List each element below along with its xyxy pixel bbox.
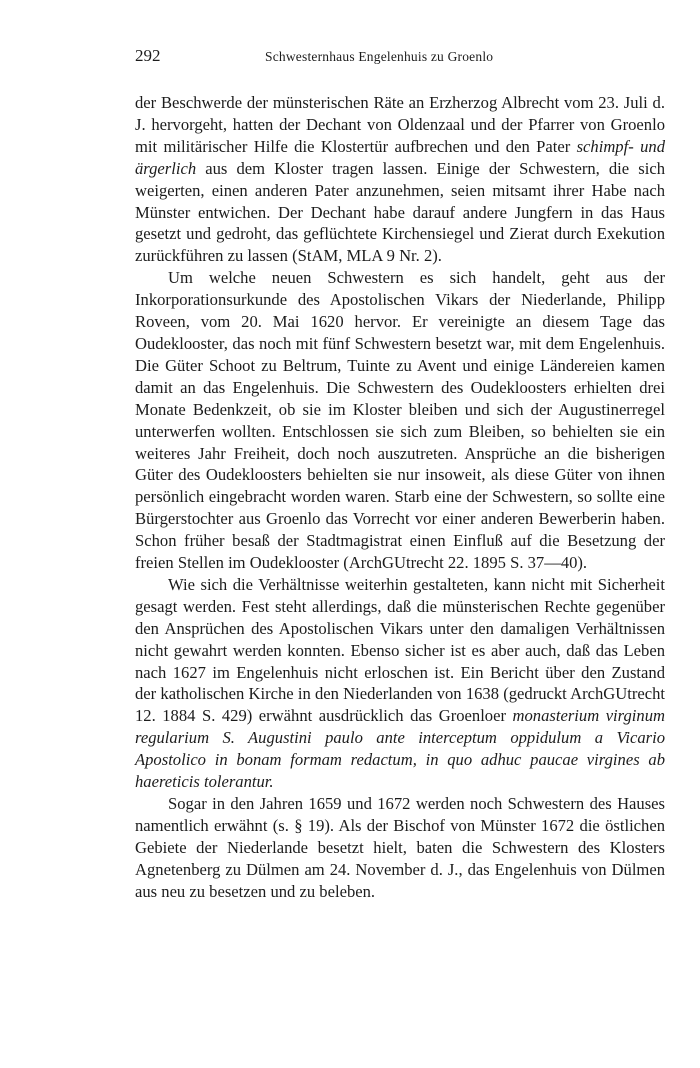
text-segment: Wie sich die Verhältnisse weiterhin gestalteten, kann nicht mit Sicherheit gesagt werden. Fest steht allerdings, daß die münsterischen Rechte gegenüber den Ansprüchen des Apostolischen Vikars unter den damaligen Verhältnissen nicht gewahrt werden konnten. Ebenso sicher ist es aber auch, daß das Leben nach 1627 im Engelenhuis nicht erloschen ist. Ein Bericht über den Zustand der katholischen Kirche in den Niederlanden von 1638 (gedruckt ArchGUtrecht 12. 1884 S. 429) erwähnt ausdrücklich das Groenloer: [135, 574, 665, 726]
running-title: Schwesternhaus Engelenhuis zu Groenlo: [265, 49, 494, 64]
paragraph: [135, 574, 665, 793]
page-number: 292: [135, 46, 161, 65]
running-head: [135, 46, 665, 70]
text-segment: Sogar in den Jahren 1659 und 1672 werden noch Schwestern des Hauses namentlich erwähnt (s. § 19). Als der Bischof von Münster 1672 die östlichen Gebiete der Niederlande besetzt hielt, baten die Schwestern des Klosters Agnetenberg zu Dülmen am 24. November d. J., das Engelenhuis von Dülmen aus neu zu besetzen und zu beleben.: [135, 794, 665, 901]
italic-text-segment: monasterium virginum regularium S. Augustini paulo ante interceptum oppidulum a Vicario Apostolico in bonam formam redactum, in quo adhuc paucae virgines ab haereticis tolerantur.: [135, 706, 665, 792]
paragraph: [135, 793, 665, 903]
text-segment: der Beschwerde der münsterischen Räte an Erzherzog Albrecht vom 23. Juli d. J. hervorgeht, hatten der Dechant von Oldenzaal und der Pfarrer von Groenlo mit militärischer Hilfe die Klostertür aufbrechen und den Pater: [135, 93, 665, 156]
italic-text-segment: schimpf- und ärgerlich: [135, 136, 665, 178]
paragraph: [135, 267, 665, 574]
body-text: [135, 92, 665, 903]
text-segment: aus dem Kloster tragen lassen. Einige der Schwestern, die sich weigerten, einen anderen Pater anzunehmen, seien mitsamt ihrer Habe nach Münster entwichen. Der Dechant habe darauf andere Jungfern in das Haus gesetzt und gedroht, das geflüchtete Kirchensiegel und Zierat durch Exekution zurückführen zu lassen (StAM, MLA 9 Nr. 2).: [135, 158, 665, 266]
text-segment: Um welche neuen Schwestern es sich handelt, geht aus der Inkorporationsurkunde des Apostolischen Vikars der Niederlande, Philipp Roveen, vom 20. Mai 1620 hervor. Er vereinigte an diesem Tage das Oudeklooster, das noch mit fünf Schwestern besetzt war, mit dem Engelenhuis. Die Güter Schoot zu Beltrum, Tuinte zu Avent und einige Ländereien kamen damit an das Engelenhuis. Die Schwestern des Oudekloosters erhielten drei Monate Bedenkzeit, ob sie im Kloster bleiben und sich der Augustinerregel unterwerfen wollten. Entschlossen sie sich zum Bleiben, so behielten sie ein weiteres Jahr Freiheit, doch noch auszutreten. Ansprüche an die bisherigen Güter des Oudekloosters behielten sie nur insoweit, als diese Güter von ihnen persönlich eingebracht worden waren. Starb eine der Schwestern, so sollte eine Bürgerstochter aus Groenlo das Vorrecht vor einer anderen Bewerberin haben. Schon früher besaß der Stadtmagistrat einen Einfluß auf die Besetzung der freien Stellen im Oudeklooster (ArchGUtrecht 22. 1895 S. 37—40).: [135, 268, 665, 573]
paragraph: [135, 92, 665, 267]
book-page: [135, 46, 665, 903]
